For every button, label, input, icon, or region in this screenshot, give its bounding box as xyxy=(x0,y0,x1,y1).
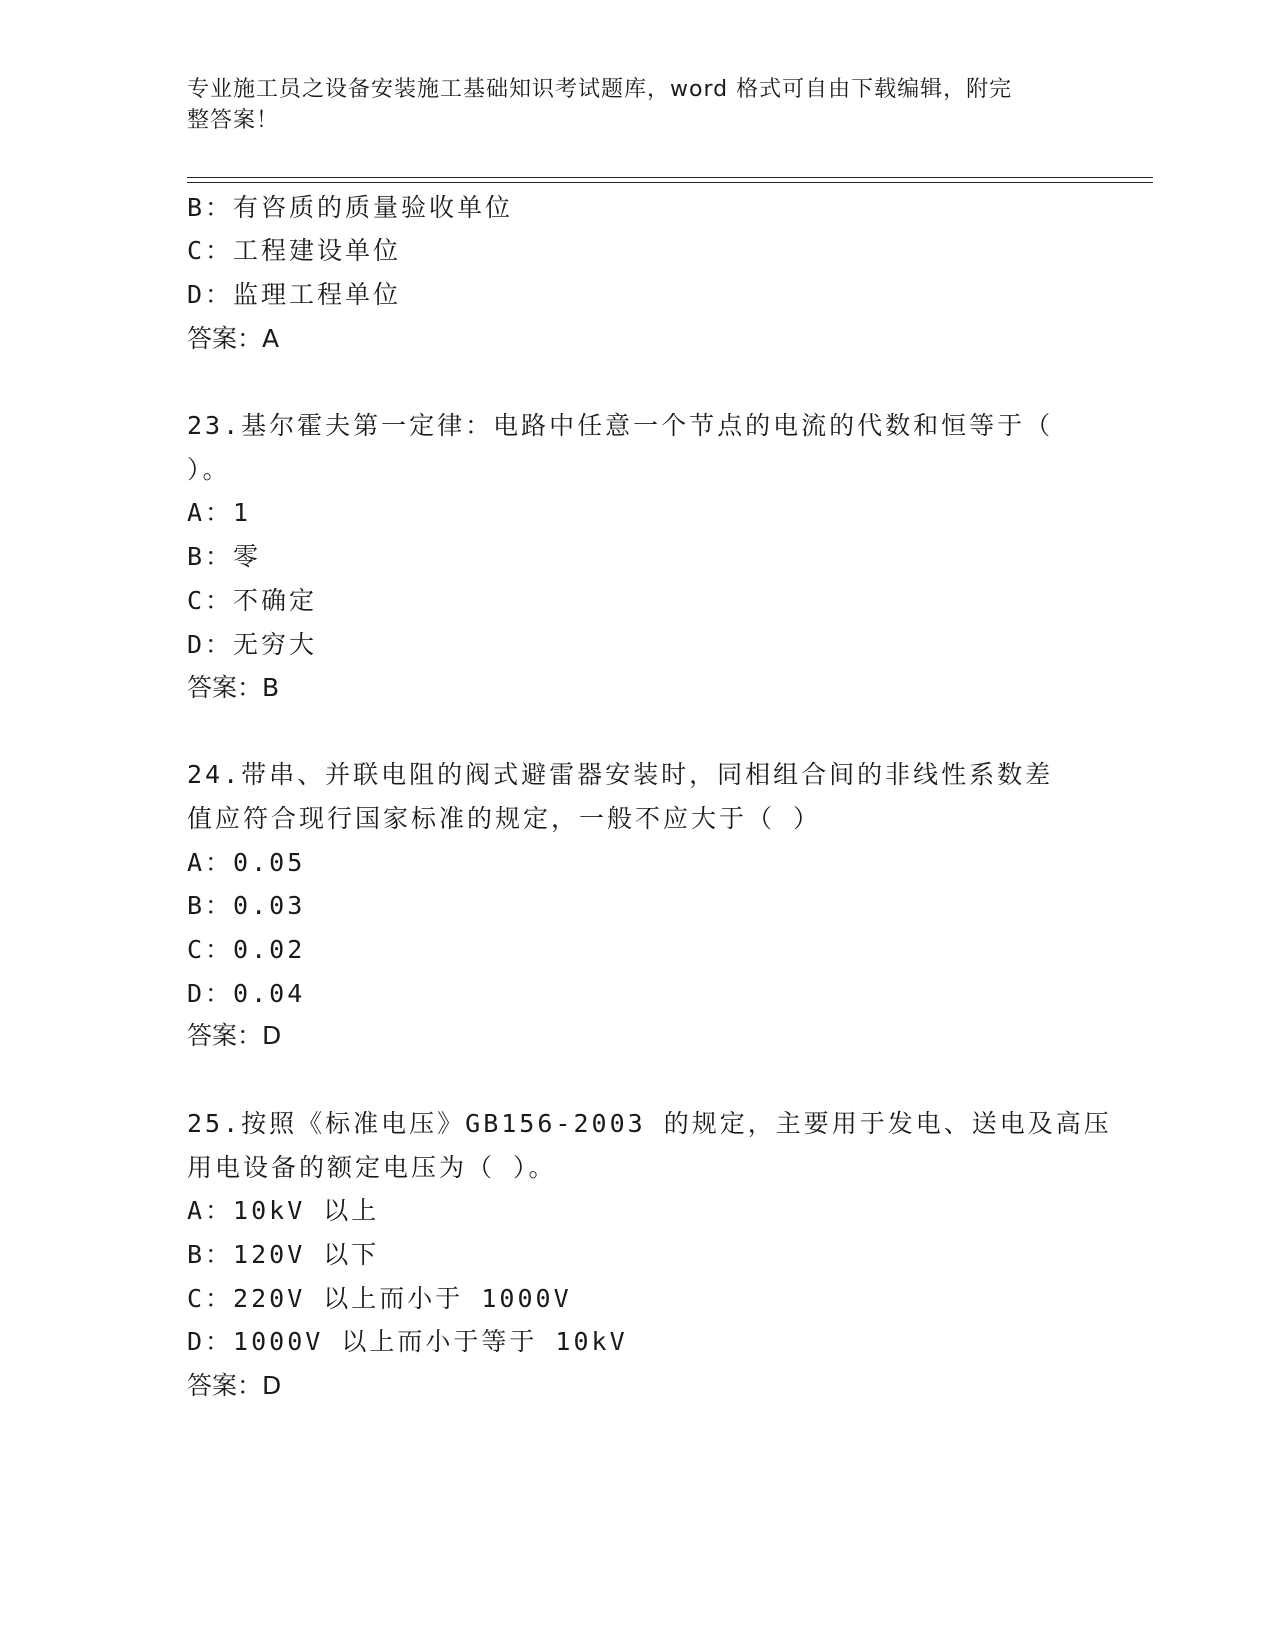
q24-option-a: A：0.05 xyxy=(187,848,306,877)
q23-option-d: D：无穷大 xyxy=(187,630,318,659)
header-line-1: 专业施工员之设备安装施工基础知识考试题库，word 格式可自由下载编辑，附完 xyxy=(187,77,1013,102)
header-divider-top xyxy=(187,177,1153,178)
q25-stem-line-2: 用电设备的额定电压为（ ）。 xyxy=(187,1153,557,1182)
q23-stem-line-1: 23.基尔霍夫第一定律：电路中任意一个节点的电流的代数和恒等于（ xyxy=(187,411,1054,440)
q24-option-b: B：0.03 xyxy=(187,891,306,920)
q23-option-c: C：不确定 xyxy=(187,586,318,615)
prev-option-b: B：有咨质的质量验收单位 xyxy=(187,193,514,222)
q23-stem-line-2: ）。 xyxy=(187,455,231,484)
q24-option-c: C：0.02 xyxy=(187,935,306,964)
prev-option-c: C：工程建设单位 xyxy=(187,236,402,265)
q24-answer: 答案：D xyxy=(187,1021,282,1050)
q25-answer: 答案：D xyxy=(187,1371,282,1400)
q24-option-d: D：0.04 xyxy=(187,979,306,1008)
document-header xyxy=(187,74,1067,136)
q25-option-b: B：120V 以下 xyxy=(187,1240,380,1269)
q23-option-b: B：零 xyxy=(187,542,262,571)
prev-answer: 答案：A xyxy=(187,324,280,353)
q25-option-c: C：220V 以上而小于 1000V xyxy=(187,1284,572,1313)
header-divider-bottom xyxy=(187,182,1153,183)
header-line-2: 整答案！ xyxy=(187,108,280,133)
q24-stem-line-1: 24.带串、并联电阻的阀式避雷器安装时，同相组合间的非线性系数差 xyxy=(187,760,1054,789)
prev-option-d: D：监理工程单位 xyxy=(187,280,402,309)
q24-stem-line-2: 值应符合现行国家标准的规定，一般不应大于（ ） xyxy=(187,804,822,833)
q25-option-a: A：10kV 以上 xyxy=(187,1196,380,1225)
q23-answer: 答案：B xyxy=(187,673,280,702)
q25-option-d: D：1000V 以上而小于等于 10kV xyxy=(187,1327,628,1356)
q23-option-a: A：1 xyxy=(187,498,252,527)
q25-stem-line-1: 25.按照《标准电压》GB156-2003 的规定，主要用于发电、送电及高压 xyxy=(187,1109,1112,1138)
